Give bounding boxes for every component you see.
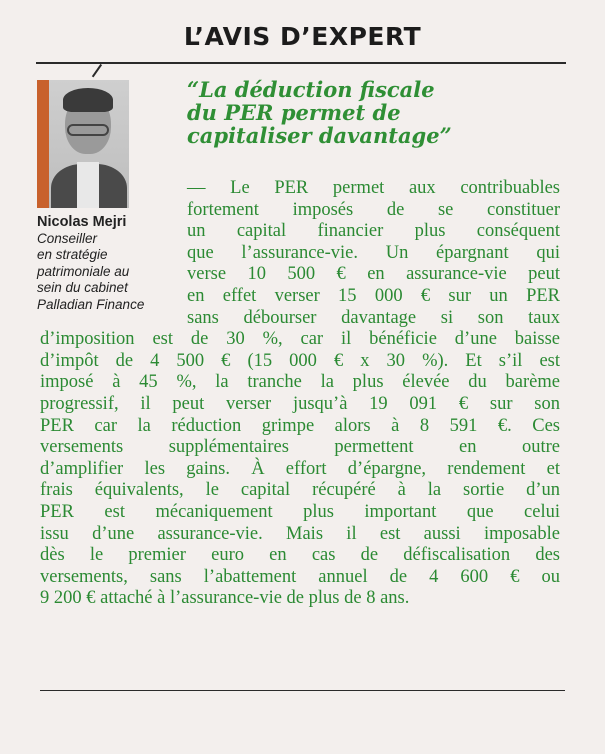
top-divider — [36, 62, 566, 64]
body-line: d’impôt de 4 500 € (15 000 € x 30 %). Et s’il est — [40, 350, 560, 371]
body-line: 9 200 € attaché à l’assurance-vie de plus de 8 ans. — [40, 588, 410, 609]
role-line: en stratégie — [37, 247, 108, 262]
body-line: un capital financier plus conséquent — [187, 221, 560, 242]
photo-hair — [63, 88, 113, 112]
body-line: — Le PER permet aux contribuables — [187, 178, 560, 198]
body-line: imposé à 45 %, la tranche la plus élevée du barème — [40, 372, 560, 393]
body-line: versements supplémentaires permettent en outre — [40, 437, 560, 458]
body-line: fortement imposés de se constituer — [187, 199, 560, 220]
body-line: PER car la réduction grimpe alors à 8 591 €. Ces — [40, 415, 560, 436]
body-line: verse 10 500 € en assurance-vie peut — [187, 264, 560, 285]
expert-name: Nicolas Mejri — [37, 214, 127, 230]
divider-tick — [92, 64, 102, 77]
body-line: frais équivalents, le capital récupéré à la sortie d’un — [40, 480, 560, 501]
quote-line: du PER permet de — [187, 100, 401, 125]
bottom-divider — [40, 690, 565, 691]
body-line: d’imposition est de 30 %, car il bénéficie d’une baisse — [40, 329, 560, 350]
body-line: d’amplifier les gains. À effort d’épargne, rendement et — [40, 458, 560, 479]
body-line: versements, sans l’abattement annuel de 4 600 € ou — [40, 566, 560, 587]
body-line: sans débourser davantage si son taux — [187, 307, 560, 328]
body-line: que l’assurance-vie. Un épargnant qui — [187, 242, 560, 263]
role-line: patrimoniale au — [37, 263, 130, 279]
role-line: Palladian Finance — [37, 296, 145, 312]
quote-line: capitaliser davantage” — [187, 123, 452, 148]
section-title: L’AVIS D’EXPERT — [183, 22, 422, 51]
body-line: PER est mécaniquement plus important que celui — [40, 501, 560, 522]
body-line: progressif, il peut verser jusqu’à 19 091 € sur son — [40, 393, 560, 414]
article-body — [40, 178, 560, 610]
role-line: sein du cabinet — [37, 280, 128, 295]
pull-quote — [187, 78, 452, 147]
role-line: Conseiller — [37, 230, 98, 246]
body-line: issu d’une assurance-vie. Mais il est aussi imposable — [40, 523, 560, 544]
body-line: dès le premier euro en cas de défiscalisation des — [40, 545, 560, 566]
quote-line: “La déduction fiscale — [187, 77, 435, 102]
body-line: en effet verser 15 000 € sur un PER — [187, 285, 560, 306]
photo-glasses — [67, 124, 109, 136]
